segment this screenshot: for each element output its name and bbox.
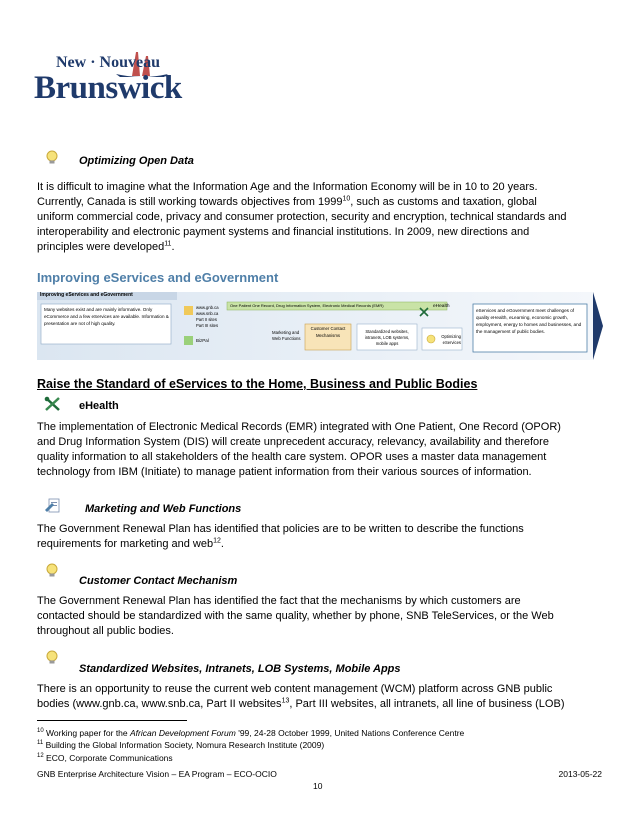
diagram-ehealth: eHealth bbox=[433, 304, 450, 309]
heading-raise-standard: Raise the Standard of eServices to the Home, Business and Public Bodies bbox=[37, 377, 478, 391]
footer-left: GNB Enterprise Architecture Vision – EA Program – ECO-OCIO bbox=[37, 769, 277, 779]
new-brunswick-logo bbox=[30, 48, 195, 114]
text-line: The Government Renewal Plan has identified the fact that the mechanisms by which customers are bbox=[37, 595, 521, 607]
paragraph-customer-contact bbox=[37, 594, 603, 639]
text-line: quality information to all stakeholders of the health care system. OPOR uses a master data management bbox=[37, 451, 547, 463]
footnotes bbox=[37, 726, 603, 763]
text-line: The implementation of Electronic Medical Records (EMR) integrated with One Patient, One Record (OPOR) bbox=[37, 421, 561, 433]
text-line: throughout all public bodies. bbox=[37, 625, 174, 637]
paragraph-open-data bbox=[37, 180, 603, 255]
text-line: The Government Renewal Plan has identified that policies are to be written to describe the functions bbox=[37, 523, 524, 535]
diagram-left-text: Many websites exist and are mainly informative. Only eCommerce and a few eServices are available. Information & presentation are not of high quality. bbox=[44, 307, 169, 326]
footnote-12: $^{12}$ ECO, Corporate Communications bbox=[37, 752, 173, 763]
text-line: interoperability and electronic payment systems and financial institutions. In 2009, new directions and bbox=[37, 226, 530, 238]
paragraph-standardized bbox=[37, 682, 603, 712]
text-line: Currently, Canada is still working towards objectives from 1999$^{10}$, such as customs and taxation, global bbox=[37, 195, 537, 208]
heading-marketing: Marketing and Web Functions bbox=[85, 503, 242, 515]
diagram-title: Improving eServices and eGovernment bbox=[40, 292, 133, 298]
heading-ehealth: eHealth bbox=[79, 400, 119, 412]
logo-line1: New · Nouveau bbox=[56, 54, 160, 71]
footer-date: 2013-05-22 bbox=[558, 769, 602, 779]
lightbulb-icon bbox=[44, 650, 60, 666]
text-line: requirements for marketing and web$^{12}$. bbox=[37, 537, 224, 550]
page-number: 10 bbox=[313, 781, 323, 791]
paragraph-marketing bbox=[37, 522, 603, 552]
footnote-separator bbox=[37, 720, 187, 721]
footnote-ref-13: 13 bbox=[281, 697, 290, 705]
diagram-right-text: eServices and eGovernment meet challenges of quality eHealth, eLearning, economic growth, employment, energy to homes and businesses, and the management of public bodies. bbox=[476, 308, 582, 334]
document-icon bbox=[44, 496, 62, 514]
footnote-11: $^{11}$ Building the Global Information Society, Nomura Research Institute (2009) bbox=[37, 740, 325, 751]
footnote-10: $^{10}$ Working paper for the African Development Forum '99, 24-28 October 1999, United Nations Conference Centre bbox=[37, 727, 465, 738]
eservices-diagram bbox=[37, 292, 603, 360]
diagram-customer: Customer Contact Mechanisms bbox=[310, 326, 346, 338]
text-line: uniform commercial code, privacy and consumer protection, security and encryption, technical standards and bbox=[37, 211, 567, 223]
text-line: bodies (www.gnb.ca, www.snb.ca, Part II websites$^{13}$, Part III websites, all intranets, all line of business (LOB) bbox=[37, 697, 565, 710]
footnote-ref-11: 11 bbox=[164, 240, 172, 248]
lightbulb-icon bbox=[44, 563, 60, 579]
heading-improving-eservices: Improving eServices and eGovernment bbox=[37, 270, 279, 285]
lightbulb-icon bbox=[44, 150, 60, 166]
paragraph-ehealth bbox=[37, 420, 603, 480]
text-line: technology from IBM (Initiate) to manage patient information from their various sources of information. bbox=[37, 466, 532, 478]
text-line: and Drug Information System (DIS) will create unprecedent accuracy, relevancy, availability and therefore bbox=[37, 436, 549, 448]
diagram-sites-list: www.gnb.ca www.snb.ca Part II sites Part III sites bbox=[196, 305, 219, 328]
logo-line2: Brunswick bbox=[34, 70, 182, 106]
tools-icon bbox=[44, 396, 62, 412]
diagram-optimizing: Optimizing eServices bbox=[441, 334, 461, 345]
diagram-bizpal: BizPal bbox=[196, 338, 209, 343]
heading-customer-contact: Customer Contact Mechanism bbox=[79, 575, 238, 587]
heading-standardized: Standardized Websites, Intranets, LOB Systems, Mobile Apps bbox=[79, 663, 401, 675]
diagram-standardized: Standardized websites, intranets, LOB systems, mobile apps bbox=[364, 329, 410, 346]
text-line: It is difficult to imagine what the Information Age and the Information Economy will be in 10 to 20 years. bbox=[37, 181, 538, 193]
text-line: contacted should be standardized with the same quality, whether by phone, SNB TeleServices, or the Web bbox=[37, 610, 554, 622]
diagram-banner: One Patient One Record, Drug Information System, Electronic Medical Records (EMR) bbox=[230, 303, 384, 308]
footnote-ref-10: 10 bbox=[342, 195, 351, 203]
diagram-marketing: Marketing and Web Functions bbox=[272, 330, 301, 341]
text-line: There is an opportunity to reuse the current web content management (WCM) platform across GNB public bbox=[37, 683, 553, 695]
heading-optimizing-open-data: Optimizing Open Data bbox=[79, 155, 194, 167]
text-line: principles were developed$^{11}$. bbox=[37, 240, 175, 253]
footnote-ref-12: 12 bbox=[213, 537, 221, 545]
